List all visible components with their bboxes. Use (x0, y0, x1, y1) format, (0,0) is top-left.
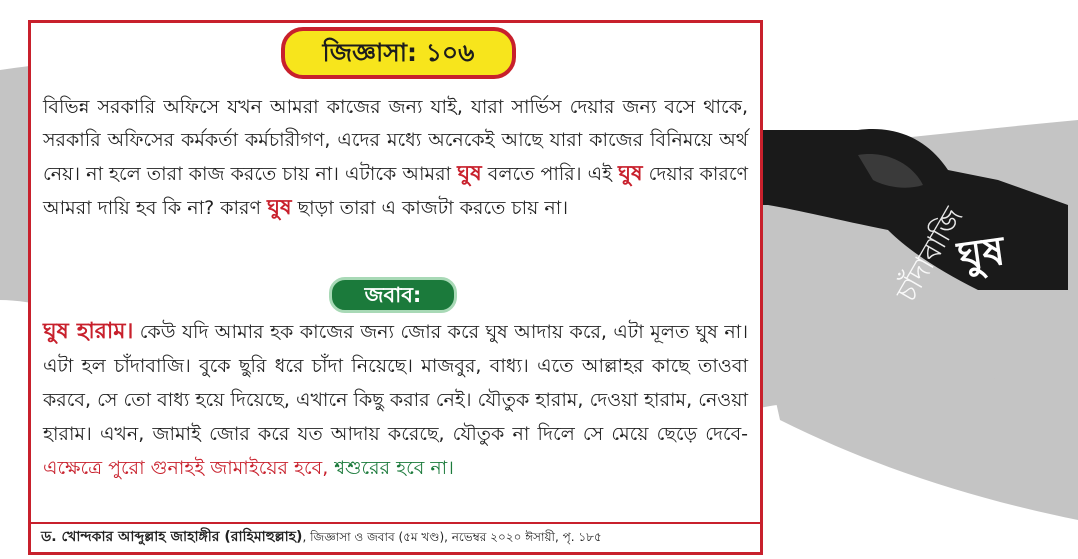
answer-badge: জবাব: (329, 277, 457, 313)
citation (31, 522, 760, 552)
answer-green-highlight: শ্বশুরের হবে না। (328, 457, 454, 479)
keyword-ghush: ঘুষ (457, 161, 482, 185)
question-p2: বলতে পারি। এই (481, 163, 619, 185)
question-p4: ছাড়া তারা এ কাজটা করতে চায় না। (291, 197, 569, 219)
citation-source: , জিজ্ঞাসা ও জবাব (৫ম খণ্ড), নভেম্বর ২০২০ ঈসায়ী, পৃ. ১৮৫ (302, 530, 602, 544)
citation-author: ড. খোন্দকার আব্দুল্লাহ জাহাঙ্গীর (রাহিমাহুল্লাহ) (41, 529, 303, 545)
answer-red-highlight: এক্ষেত্রে পুরো গুনাহই জামাইয়ের হবে, (43, 457, 329, 479)
qa-card (28, 20, 763, 555)
keyword-ghush: ঘুষ (618, 161, 643, 185)
question-text (43, 91, 748, 225)
answer-lead: ঘুষ হারাম। (43, 319, 134, 344)
answer-body: কেউ যদি আমার হক কাজের জন্য জোর করে ঘুষ আদায় করে, এটা মূলত ঘুষ না। এটা হল চাঁদাবাজি। বুকে ছুরি ধরে চাঁদা নিয়েছে। মাজবুর, বাধ্য। এতে আল্লাহর কাছে তাওবা করবে, সে তো বাধ্য হয়ে দিয়েছে, এখানে কিছু করার নেই। যৌতুক হারাম, দেওয়া হারাম, নেওয়া হারাম। এখন, জামাই জোর করে যত আদায় করেছে, যৌতুক না দিলে সে মেয়ে ছেড়ে দেবে- (43, 321, 748, 445)
answer-text (43, 315, 748, 485)
question-p3: দেয়ার কারণে আমরা দায়ি হব কি না? কারণ (43, 163, 748, 219)
keyword-ghush: ঘুষ (267, 195, 292, 219)
question-badge: জিজ্ঞাসা: ১০৬ (281, 27, 516, 79)
question-p1: বিভিন্ন সরকারি অফিসে যখন আমরা কাজের জন্য যাই, যারা সার্ভিস দেয়ার জন্য বসে থাকে, সরকারি অফিসের কর্মকর্তা কর্মচারীগণ, এদের মধ্যে অনেকেই আছে যারা কাজের বিনিময়ে অর্থ নেয়। না হলে তারা কাজ করতে চায় না। এটাকে আমরা (43, 96, 748, 185)
hand-label: ঘুষ (954, 227, 1008, 281)
side-label: চাঁদাবাজি (889, 201, 970, 308)
